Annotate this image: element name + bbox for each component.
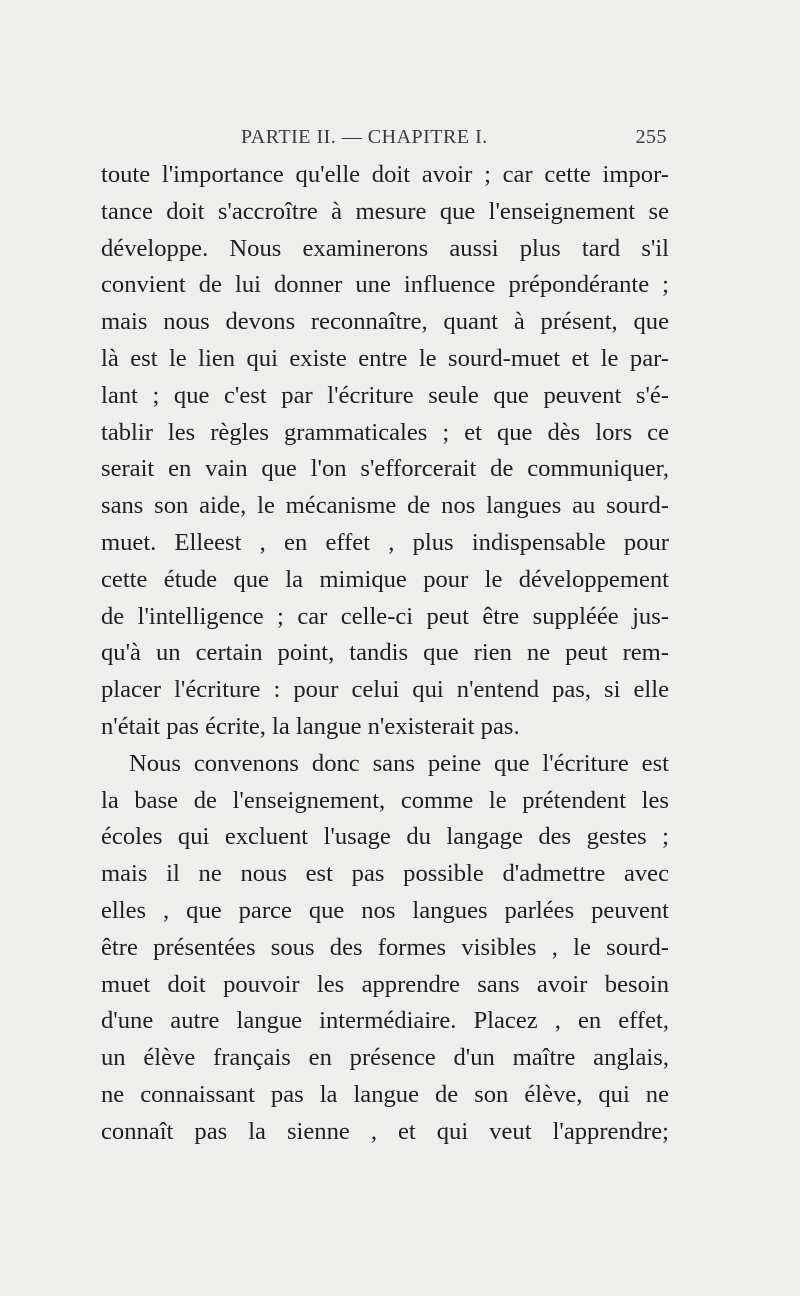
text-line: elles , que parce que nos langues parlées peuvent bbox=[101, 896, 669, 924]
running-title: PARTIE II. — CHAPITRE I. bbox=[241, 126, 488, 148]
text-line: écoles qui excluent l'usage du langage des gestes ; bbox=[101, 823, 669, 851]
text-line: un élève français en présence d'un maître anglais, bbox=[101, 1044, 669, 1072]
text-line: lant ; que c'est par l'écriture seule que peuvent s'é- bbox=[101, 381, 669, 409]
text-line: ne connaissant pas la langue de son élève, qui ne bbox=[101, 1080, 669, 1108]
text-line: là est le lien qui existe entre le sourd-muet et le par- bbox=[101, 344, 669, 372]
text-line: développe. Nous examinerons aussi plus tard s'il bbox=[101, 234, 669, 262]
text-line: mais il ne nous est pas possible d'admettre avec bbox=[101, 860, 669, 888]
text-line: n'était pas écrite, la langue n'existerait pas. bbox=[101, 712, 520, 740]
text-line: tablir les règles grammaticales ; et que dès lors ce bbox=[101, 418, 669, 446]
text-line: muet. Elleest , en effet , plus indispensable pour bbox=[101, 528, 669, 556]
text-line: cette étude que la mimique pour le développement bbox=[101, 565, 669, 593]
text-line: muet doit pouvoir les apprendre sans avoir besoin bbox=[101, 970, 669, 998]
text-line: Nous convenons donc sans peine que l'écriture est bbox=[129, 749, 669, 777]
text-line: connaît pas la sienne , et qui veut l'apprendre; bbox=[101, 1117, 669, 1145]
text-line: toute l'importance qu'elle doit avoir ; car cette impor- bbox=[101, 161, 669, 188]
text-line: la base de l'enseignement, comme le prétendent les bbox=[101, 786, 669, 814]
paragraph-2 bbox=[101, 746, 669, 1151]
body-text bbox=[101, 157, 669, 1151]
text-line: être présentées sous des formes visibles , le sourd- bbox=[101, 933, 669, 961]
paragraph-1 bbox=[101, 157, 669, 746]
running-header bbox=[101, 126, 667, 156]
text-line: d'une autre langue intermédiaire. Placez , en effet, bbox=[101, 1007, 669, 1035]
text-line: mais nous devons reconnaître, quant à présent, que bbox=[101, 308, 669, 336]
text-line: placer l'écriture : pour celui qui n'entend pas, si elle bbox=[101, 676, 669, 704]
text-line: sans son aide, le mécanisme de nos langues au sourd- bbox=[101, 492, 669, 520]
text-line: qu'à un certain point, tandis que rien ne peut rem- bbox=[101, 639, 669, 667]
text-line: serait en vain que l'on s'efforcerait de communiquer, bbox=[101, 455, 669, 483]
page-number: 255 bbox=[635, 126, 667, 148]
text-line: tance doit s'accroître à mesure que l'enseignement se bbox=[101, 197, 669, 225]
text-line: de l'intelligence ; car celle-ci peut être suppléée jus- bbox=[101, 602, 669, 630]
text-line: convient de lui donner une influence prépondérante ; bbox=[101, 271, 669, 299]
